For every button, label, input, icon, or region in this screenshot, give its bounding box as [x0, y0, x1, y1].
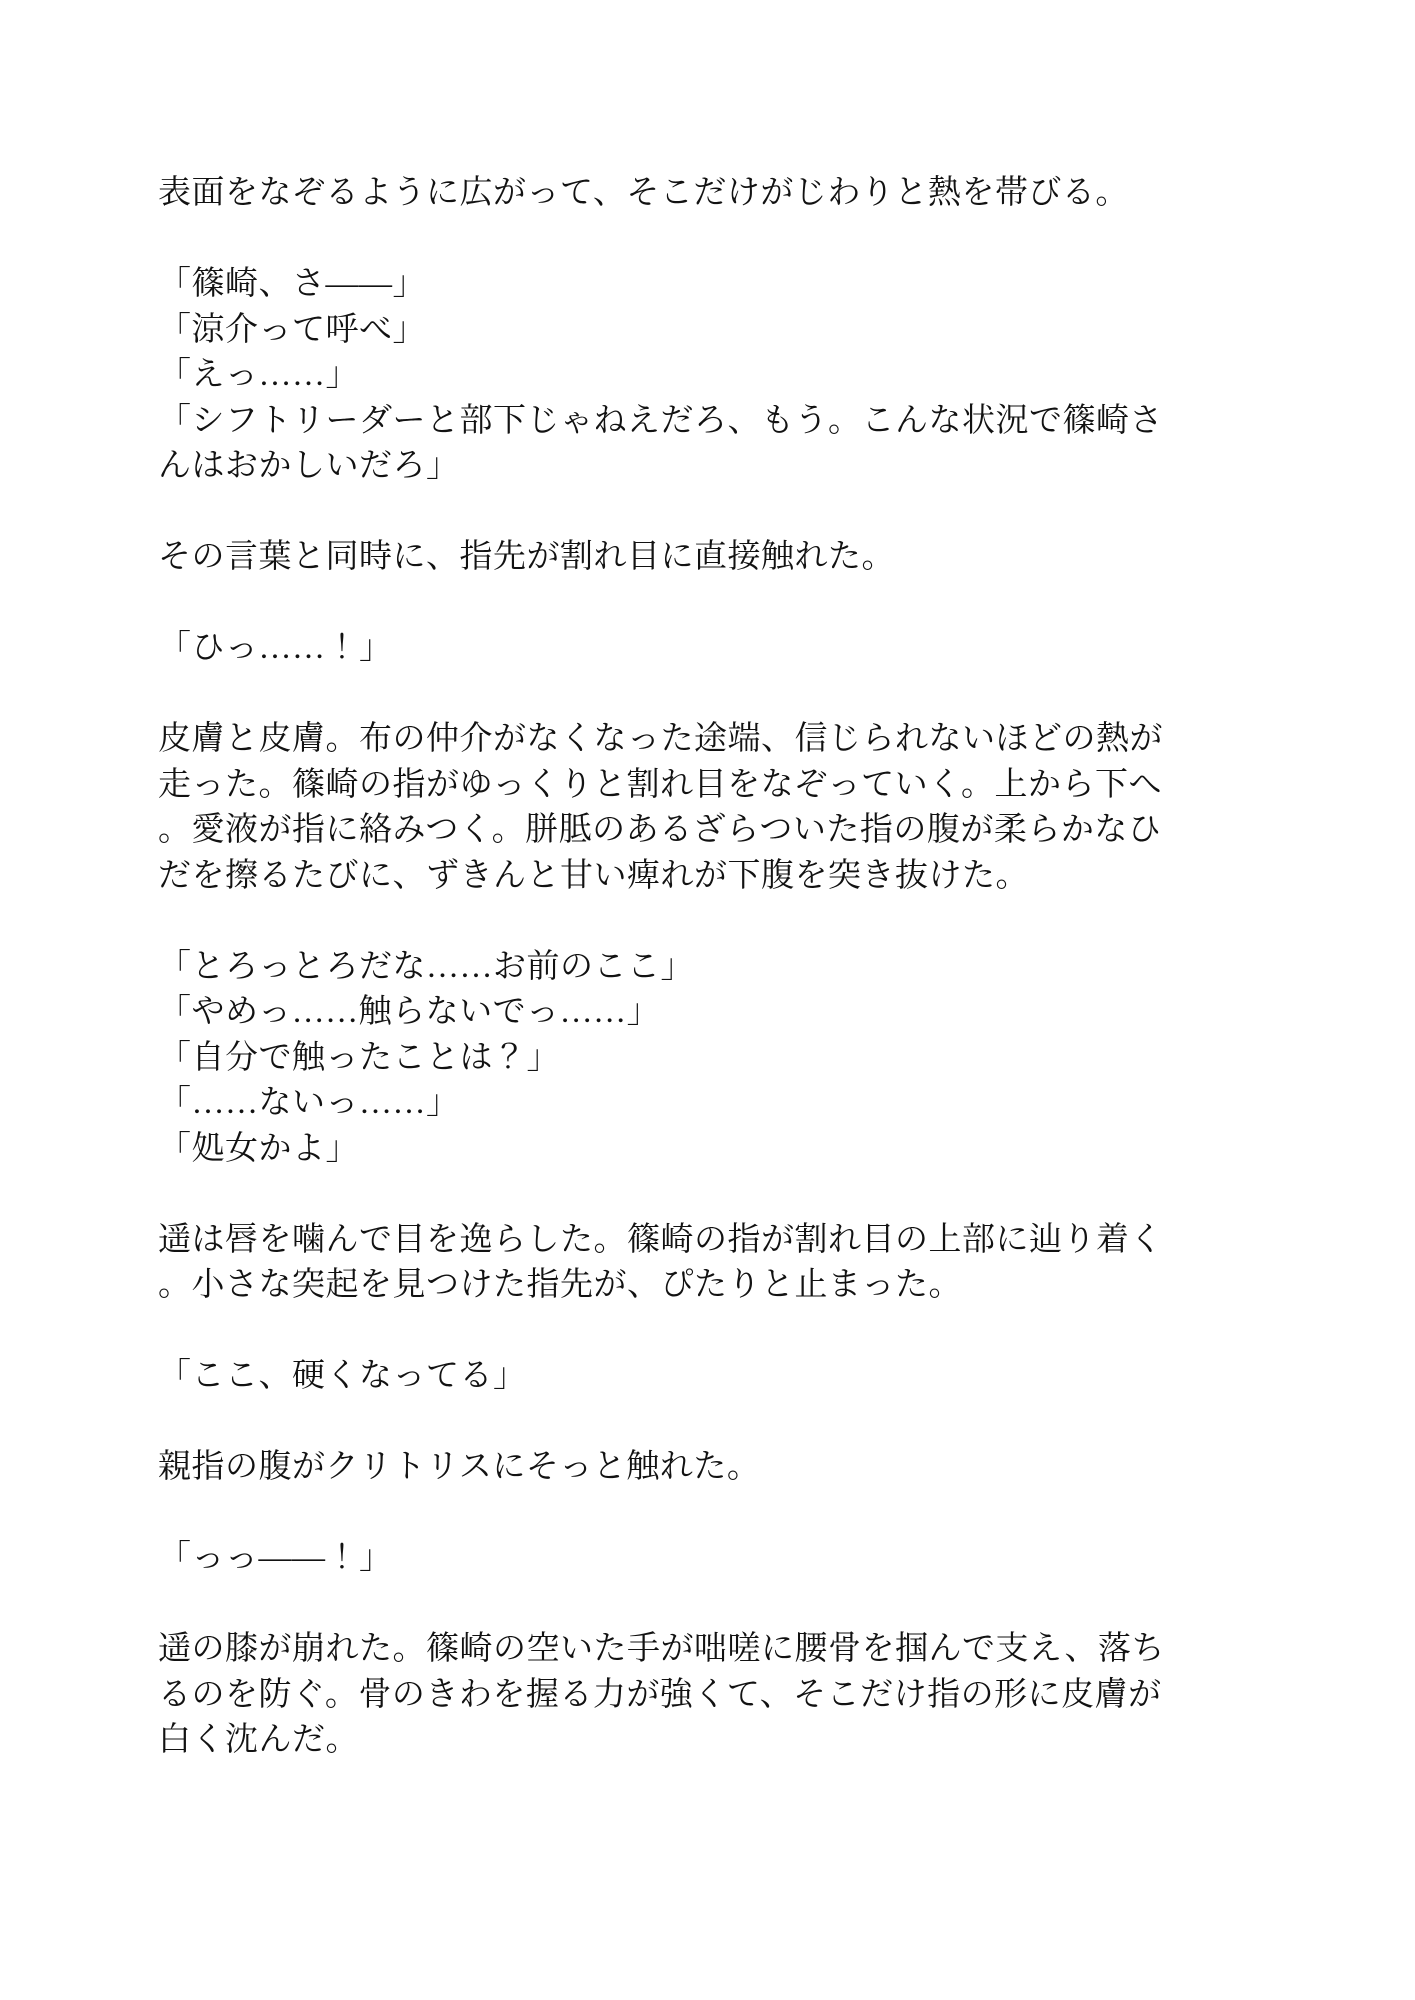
text-line: 。愛液が指に絡みつく。胼胝のあるざらついた指の腹が柔らかなひ	[158, 812, 1162, 848]
text-line: 「っっ——！」	[158, 1540, 393, 1576]
blank-line	[158, 490, 1268, 536]
text-line: だを擦るたびに、ずきんと甘い痺れが下腹を突き抜けた。	[158, 857, 1029, 894]
text-line: 「篠崎、さ——」	[158, 266, 426, 302]
text-line: 「えっ……」	[158, 357, 359, 393]
text-line: るのを防ぐ。骨のきわを握る力が強くて、そこだけ指の形に皮膚が	[158, 1676, 1162, 1713]
text-line: 遥は唇を噛んで目を逸らした。篠崎の指が割れ目の上部に辿り着く	[158, 1221, 1163, 1258]
text-line: 遥の膝が崩れた。篠崎の空いた手が咄嗟に腰骨を掴んで支え、落ち	[158, 1631, 1165, 1667]
text-line: 「シフトリーダーと部下じゃねえだろ、もう。こんな状況で篠崎さ	[158, 402, 1163, 439]
text-line: 「自分で触ったことは？」	[158, 1039, 560, 1076]
novel-text	[158, 171, 1268, 1764]
text-line: 走った。篠崎の指がゆっくりと割れ目をなぞっていく。上から下へ	[158, 766, 1163, 803]
text-line: 「ひっ……！」	[158, 630, 393, 666]
text-line: その言葉と同時に、指先が割れ目に直接触れた。	[158, 539, 895, 575]
text-line: 白く沈んだ。	[158, 1722, 359, 1758]
text-line: 。小さな突起を見つけた指先が、ぴたりと止まった。	[158, 1267, 962, 1303]
text-line: 「処女かよ」	[158, 1130, 359, 1167]
blank-line	[158, 1491, 1268, 1537]
text-line: んはおかしいだろ」	[158, 448, 460, 484]
blank-line	[158, 1400, 1268, 1446]
text-line: 「涼介って呼べ」	[158, 311, 426, 348]
text-line: 「……ないっ……」	[158, 1085, 460, 1121]
text-line: 皮膚と皮膚。布の仲介がなくなった途端、信じられないほどの熱が	[158, 721, 1163, 757]
blank-line	[158, 1172, 1268, 1218]
blank-line	[158, 899, 1268, 945]
blank-line	[158, 672, 1268, 718]
blank-line	[158, 1582, 1268, 1628]
text-line: 「とろっとろだな……お前のここ」	[158, 948, 694, 985]
blank-line	[158, 1309, 1268, 1355]
blank-line	[158, 217, 1268, 263]
text-line: 表面をなぞるように広がって、そこだけがじわりと熱を帯びる。	[158, 175, 1129, 211]
text-line: 親指の腹がクリトリスにそっと触れた。	[158, 1449, 761, 1485]
text-line: 「ここ、硬くなってる」	[158, 1358, 527, 1394]
text-line: 「やめっ……触らないでっ……」	[158, 994, 661, 1030]
blank-line	[158, 581, 1268, 627]
